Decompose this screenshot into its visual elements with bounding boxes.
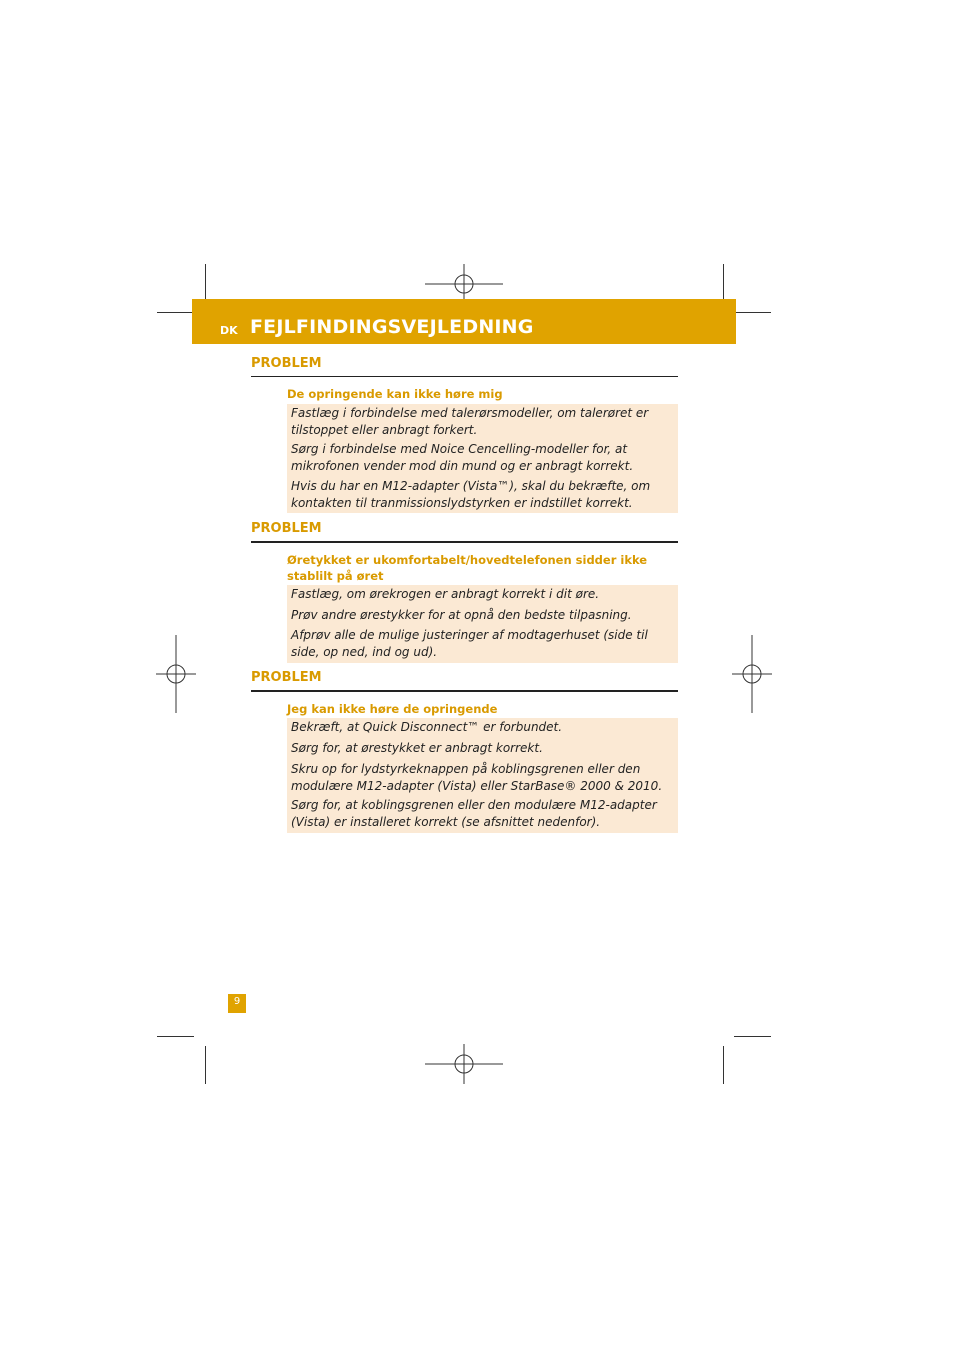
section-label: PROBLEM: [251, 670, 322, 685]
section-label: PROBLEM: [251, 521, 322, 536]
header-bar: [192, 299, 736, 344]
section-divider: [251, 541, 678, 543]
solution-text: Fastlæg, om ørekrogen er anbragt korrekt i dit øre.: [291, 587, 600, 601]
crop-mark: [157, 1036, 194, 1037]
section-subheading: Jeg kan ikke høre de opringende: [287, 702, 498, 716]
crop-mark: [157, 312, 194, 313]
registration-mark-icon: [156, 635, 196, 713]
registration-mark-icon: [425, 264, 503, 304]
section-label: PROBLEM: [251, 356, 322, 371]
solution-text: Sørg for, at ørestykket er anbragt korrekt.: [291, 741, 543, 755]
crop-mark: [723, 1046, 724, 1084]
registration-mark-icon: [732, 635, 772, 713]
solution-box: [287, 718, 678, 833]
crop-mark: [205, 264, 206, 301]
solution-box: [287, 585, 678, 663]
section-subheading: Øretykket er ukomfortabelt/hovedtelefonen sidder ikke stablilt på øret: [287, 553, 648, 583]
solution-text: Bekræft, at Quick Disconnect™ er forbundet.: [291, 720, 563, 734]
solution-text: Prøv andre ørestykker for at opnå den bedste tilpasning.: [291, 608, 632, 622]
crop-mark: [723, 264, 724, 301]
registration-mark-icon: [425, 1044, 503, 1084]
solution-text: Afprøv alle de mulige justeringer af modtagerhuset (side til side, op ned, ind og ud).: [291, 628, 648, 659]
crop-mark: [734, 312, 771, 313]
section-subheading: De opringende kan ikke høre mig: [287, 387, 503, 401]
crop-mark: [734, 1036, 771, 1037]
solution-text: Sørg i forbindelse med Noice Cencelling-modeller for, at mikrofonen vender mod din mund og er anbragt korrekt.: [291, 442, 634, 473]
section-divider: [251, 376, 678, 377]
solution-text: Skru op for lydstyrkeknappen på koblingsgrenen eller den modulære M12-adapter (Vista) eller StarBase® 2000 & 2010.: [291, 762, 663, 793]
solution-box: [287, 404, 678, 513]
solution-text: Fastlæg i forbindelse med talerørsmodeller, om talerøret er tilstoppet eller anbragt forkert.: [291, 406, 649, 437]
section-divider: [251, 690, 678, 692]
page-title: FEJLFINDINGSVEJLEDNING: [250, 316, 534, 338]
solution-text: Sørg for, at koblingsgrenen eller den modulære M12-adapter (Vista) er installeret korrekt (se afsnittet nedenfor).: [291, 798, 657, 829]
solution-text: Hvis du har en M12-adapter (Vista™), skal du bekræfte, om kontakten til tranmissionslydstyrken er indstillet korrekt.: [291, 479, 651, 510]
page-number-badge: [228, 994, 246, 1013]
crop-mark: [205, 1046, 206, 1084]
page-number: 9: [233, 996, 241, 1007]
language-code: DK: [220, 324, 238, 337]
